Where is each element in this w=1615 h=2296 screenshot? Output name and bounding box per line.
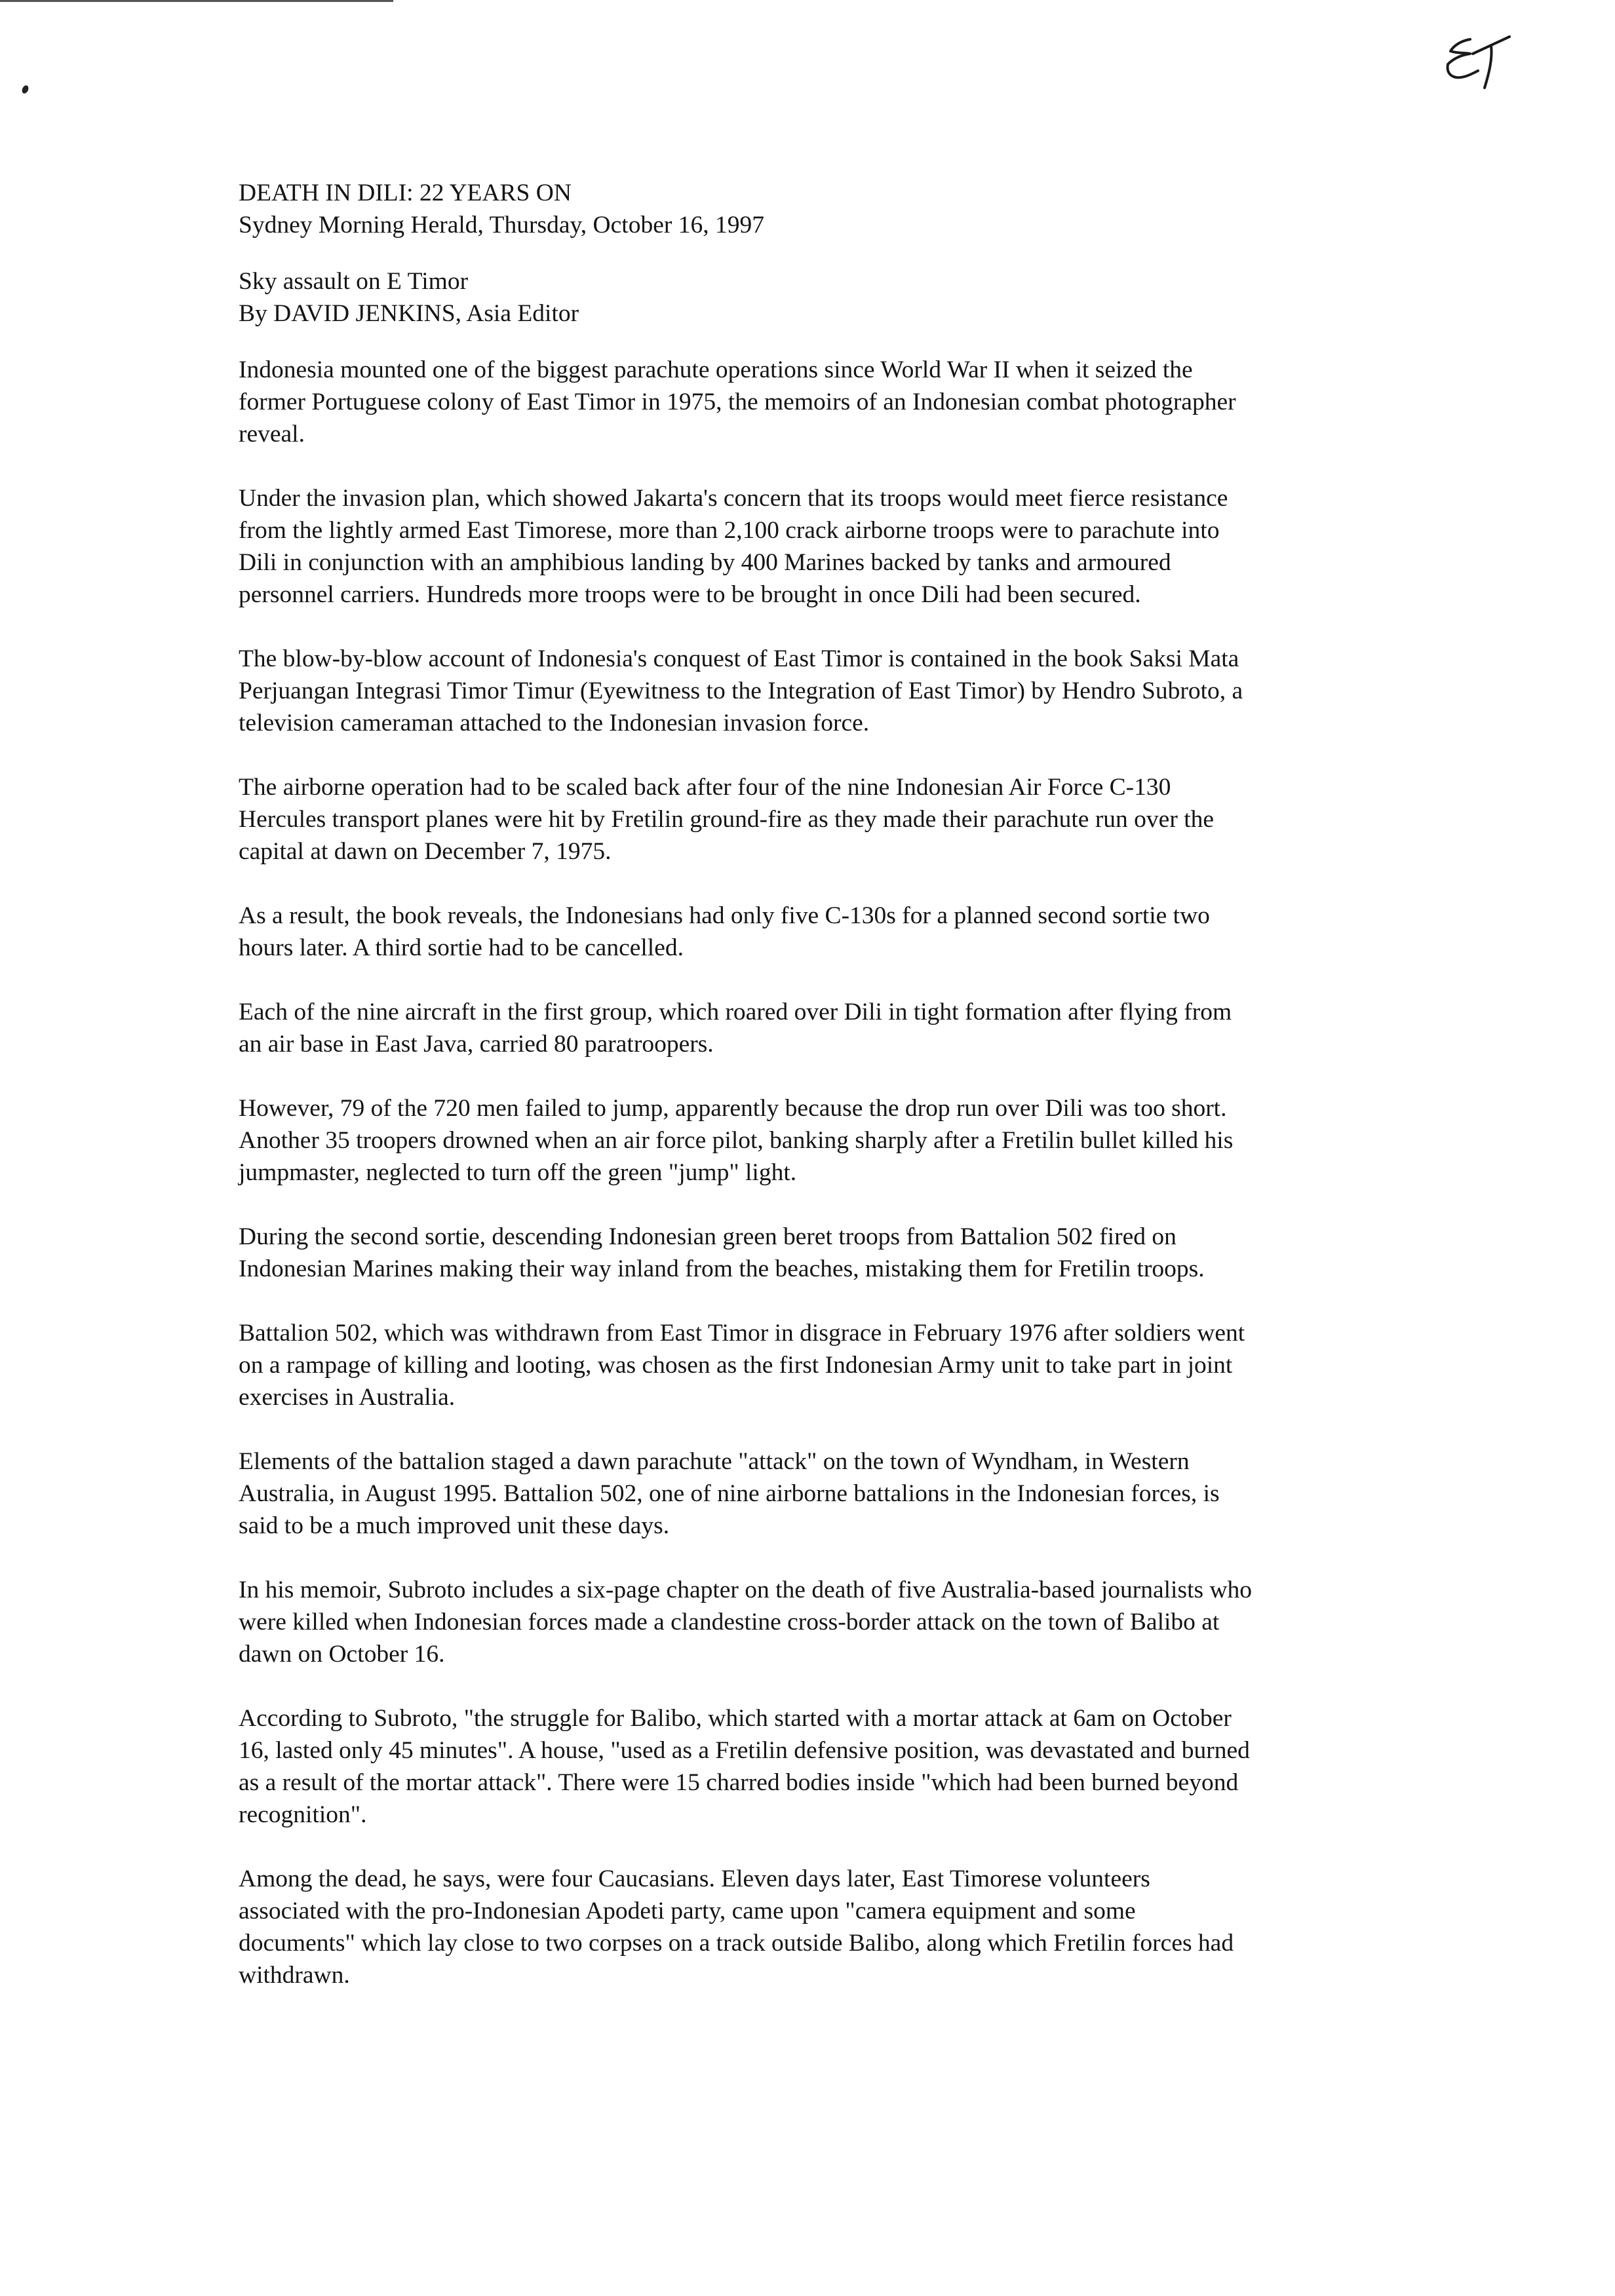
paragraph-10 xyxy=(239,1445,1392,1542)
article-title: Sky assault on E Timor xyxy=(239,268,469,295)
paragraph-line: former Portuguese colony of East Timor in 1975, the memoirs of an Indonesian combat photographer xyxy=(239,389,1236,415)
paragraph-line: Battalion 502, which was withdrawn from East Timor in disgrace in February 1976 after soldiers went xyxy=(239,1320,1245,1347)
paragraph-line: said to be a much improved unit these days. xyxy=(239,1512,670,1539)
author-line: By DAVID JENKINS, Asia Editor xyxy=(239,300,579,327)
paragraph-line: The blow-by-blow account of Indonesia's conquest of East Timor is contained in the book Saksi Mata xyxy=(239,645,1239,672)
handwritten-initials-mark xyxy=(1439,25,1524,97)
paragraph-7 xyxy=(239,1092,1392,1189)
paragraph-6 xyxy=(239,996,1392,1060)
source-line: Sydney Morning Herald, Thursday, October 16, 1997 xyxy=(239,212,764,239)
paragraph-line: Dili in conjunction with an amphibious landing by 400 Marines backed by tanks and armoured xyxy=(239,549,1171,576)
paragraph-11 xyxy=(239,1574,1392,1670)
paragraph-13 xyxy=(239,1863,1392,1991)
paragraph-line: recognition". xyxy=(239,1801,367,1828)
paragraph-line: Another 35 troopers drowned when an air force pilot, banking sharply after a Fretilin bullet killed his xyxy=(239,1127,1234,1154)
paragraph-line: The airborne operation had to be scaled back after four of the nine Indonesian Air Force C-130 xyxy=(239,774,1171,801)
paragraph-line: Australia, in August 1995. Battalion 502, one of nine airborne battalions in the Indonesian forces, is xyxy=(239,1480,1220,1507)
article-header xyxy=(239,177,1392,241)
paragraph-line: jumpmaster, neglected to turn off the green "jump" light. xyxy=(239,1159,797,1186)
paragraph-line: personnel carriers. Hundreds more troops were to be brought in once Dili had been secured. xyxy=(239,581,1141,608)
paragraph-line: Perjuangan Integrasi Timor Timur (Eyewitness to the Integration of East Timor) by Hendro Subroto, a xyxy=(239,678,1243,704)
paragraph-line: 16, lasted only 45 minutes". A house, "used as a Fretilin defensive position, was devastated and burned xyxy=(239,1737,1250,1764)
paragraph-line: on a rampage of killing and looting, was chosen as the first Indonesian Army unit to take part in joint xyxy=(239,1352,1233,1379)
paragraph-4 xyxy=(239,771,1392,868)
paragraph-line: withdrawn. xyxy=(239,1962,350,1989)
paragraph-line: dawn on October 16. xyxy=(239,1641,445,1668)
paragraph-8 xyxy=(239,1221,1392,1285)
paragraph-line: According to Subroto, "the struggle for Balibo, which started with a mortar attack at 6am on October xyxy=(239,1705,1232,1732)
paragraph-line: as a result of the mortar attack". There were 15 charred bodies inside "which had been burned beyond xyxy=(239,1769,1239,1796)
paragraph-line: Hercules transport planes were hit by Fretilin ground-fire as they made their parachute run over the xyxy=(239,806,1215,833)
paragraph-line: capital at dawn on December 7, 1975. xyxy=(239,838,612,865)
paragraph-line: television cameraman attached to the Indonesian invasion force. xyxy=(239,710,870,737)
paragraph-line: During the second sortie, descending Indonesian green beret troops from Battalion 502 fired on xyxy=(239,1223,1177,1250)
paragraph-line: Under the invasion plan, which showed Jakarta's concern that its troops would meet fierce resistance xyxy=(239,485,1228,512)
article-byline-block xyxy=(239,265,1392,330)
paragraph-5 xyxy=(239,900,1392,964)
scan-edge-line xyxy=(0,0,393,2)
paragraph-3 xyxy=(239,643,1392,739)
ink-speck xyxy=(21,85,30,95)
paragraph-line: However, 79 of the 720 men failed to jump, apparently because the drop run over Dili was too short. xyxy=(239,1095,1227,1122)
paragraph-line: reveal. xyxy=(239,421,305,448)
paragraph-line: documents" which lay close to two corpses on a track outside Balibo, along which Fretilin forces had xyxy=(239,1930,1234,1957)
paragraph-line: As a result, the book reveals, the Indonesians had only five C-130s for a planned second sortie two xyxy=(239,902,1210,929)
paragraph-line: hours later. A third sortie had to be cancelled. xyxy=(239,934,684,961)
paragraph-1 xyxy=(239,354,1392,450)
paragraph-line: Indonesia mounted one of the biggest parachute operations since World War II when it seized the xyxy=(239,356,1193,383)
paragraph-2 xyxy=(239,482,1392,611)
paragraph-line: Each of the nine aircraft in the first group, which roared over Dili in tight formation after flying from xyxy=(239,999,1232,1025)
paragraph-line: Among the dead, he says, were four Caucasians. Eleven days later, East Timorese volunteers xyxy=(239,1866,1150,1892)
paragraph-9 xyxy=(239,1317,1392,1413)
paragraph-line: Elements of the battalion staged a dawn parachute "attack" on the town of Wyndham, in Western xyxy=(239,1448,1190,1475)
paragraph-line: from the lightly armed East Timorese, more than 2,100 crack airborne troops were to parachute into xyxy=(239,517,1220,544)
paragraph-line: were killed when Indonesian forces made a clandestine cross-border attack on the town of Balibo at xyxy=(239,1609,1220,1636)
paragraph-line: associated with the pro-Indonesian Apodeti party, came upon "camera equipment and some xyxy=(239,1898,1136,1924)
paragraph-12 xyxy=(239,1702,1392,1831)
headline: DEATH IN DILI: 22 YEARS ON xyxy=(239,180,572,206)
paragraph-line: In his memoir, Subroto includes a six-page chapter on the death of five Australia-based journalists who xyxy=(239,1577,1253,1603)
paragraph-line: exercises in Australia. xyxy=(239,1384,456,1411)
article-document xyxy=(239,177,1392,2023)
paragraph-line: Indonesian Marines making their way inland from the beaches, mistaking them for Fretilin troops. xyxy=(239,1255,1205,1282)
paragraph-line: an air base in East Java, carried 80 paratroopers. xyxy=(239,1031,714,1058)
